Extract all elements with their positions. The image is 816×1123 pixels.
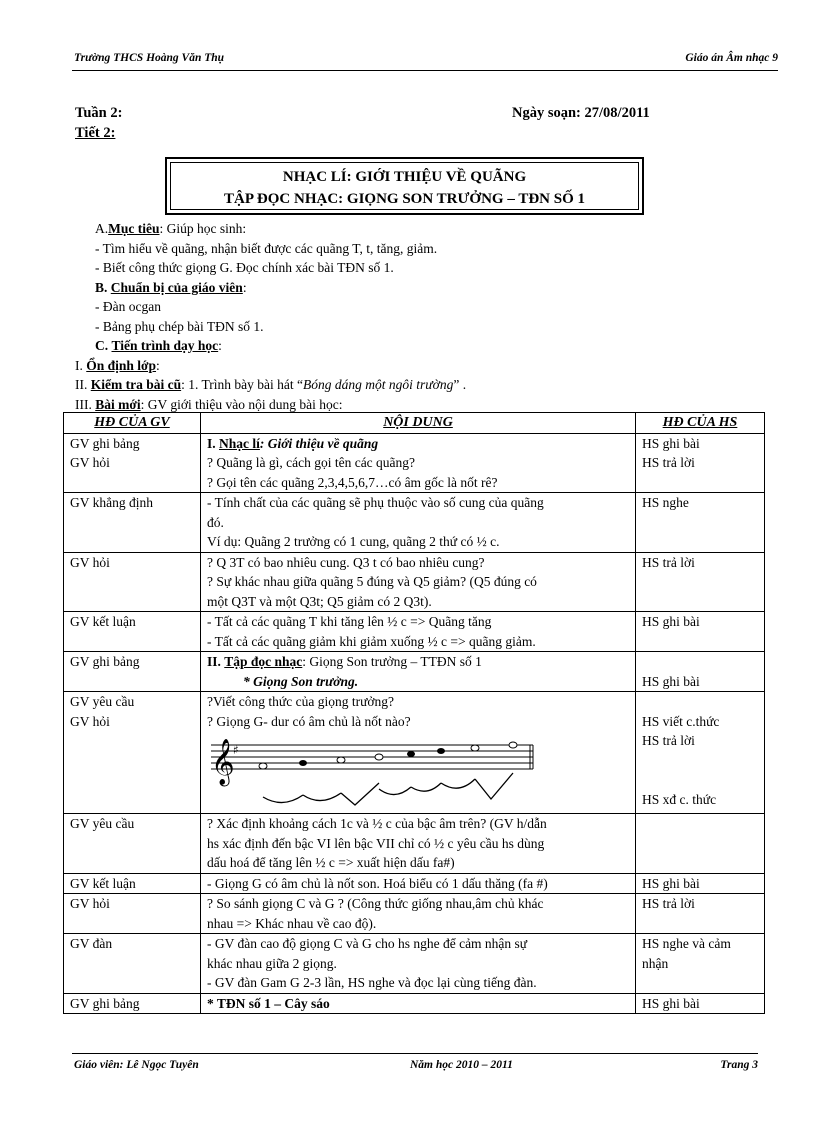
- preparation-heading: B. Chuẩn bị của giáo viên:: [95, 279, 247, 295]
- preparation-item: - Bảng phụ chép bài TĐN số 1.: [95, 318, 264, 334]
- table-header-row: [64, 413, 765, 434]
- procedure-heading: C. Tiến trình dạy học:: [95, 338, 222, 353]
- teacher-name: Giáo viên: Lê Ngọc Tuyên: [74, 1059, 199, 1071]
- date-label: Ngày soạn: 27/08/2011: [512, 105, 650, 121]
- header-student-activity: HĐ CỦA HS: [636, 413, 765, 434]
- sharp-icon: ♯: [233, 743, 239, 757]
- table-row: GV ghi bảng GV hỏi I. Nhạc lí: Giới thiệu về quãng ? Quãng là gì, cách gọi tên các quãng? ? Gọi tên các quãng 2,3,4,5,6,7…có âm gốc là nốt rê? HS ghi bài HS trả lời: [64, 433, 765, 493]
- table-row: GV hỏi ? So sánh giọng C và G ? (Công thức giống nhau,âm chủ khác nhau => Khác nhau về cao độ). HS trả lời: [64, 894, 765, 934]
- lesson-title-line2: TẬP ĐỌC NHẠC: GIỌNG SON TRƯỞNG – TĐN SỐ 1: [223, 191, 585, 207]
- school-year: Năm học 2010 – 2011: [410, 1059, 513, 1071]
- lesson-title-line1: NHẠC LÍ: GIỚI THIỆU VỀ QUÃNG: [282, 169, 527, 185]
- g-major-scale-staff: [207, 737, 537, 809]
- header-content: NỘI DUNG: [201, 413, 636, 434]
- objective-item: - Tìm hiểu về quãng, nhận biết được các quãng T, t, tăng, giảm.: [95, 240, 438, 256]
- table-row: GV khẳng định - Tính chất của các quãng sẽ phụ thuộc vào số cung của quãng đó. Ví dụ: Quãng 2 trưởng có 1 cung, quãng 2 thứ có ½ c. HS nghe: [64, 493, 765, 553]
- treble-clef-icon: 𝄞: [211, 739, 235, 785]
- period-label: Tiết 2:: [75, 125, 116, 141]
- objectives-heading: A.Mục tiêu: Giúp học sinh:: [95, 221, 247, 236]
- step-one: I. Ổn định lớp:: [75, 357, 160, 373]
- page-header: [72, 52, 778, 71]
- preparation-item: - Đàn ocgan: [95, 299, 161, 314]
- table-row: GV yêu cầu GV hỏi ?Viết công thức của giọng trưởng? ? Giọng G- dur có âm chủ là nốt nào? 𝄞 ♯ HS viết c.thức HS trả lời HS xđ c. thức: [64, 692, 765, 814]
- school-name: Trường THCS Hoàng Văn Thụ: [74, 52, 225, 64]
- lesson-intro: [75, 219, 755, 414]
- table-row: GV hỏi ? Q 3T có bao nhiêu cung. Q3 t có bao nhiêu cung? ? Sự khác nhau giữa quãng 5 đúng và Q5 giảm? (Q5 đúng có một Q3T và một Q3t; Q5 giảm có 2 Q3t). HS trả lời: [64, 552, 765, 612]
- header-teacher-activity: HĐ CỦA GV: [64, 413, 201, 434]
- table-row: GV đàn - GV đàn cao độ giọng C và G cho hs nghe để cảm nhận sự khác nhau giữa 2 giọng. - GV đàn Gam G 2-3 lần, HS nghe và đọc lại cùng tiếng đàn. HS nghe và cảm nhận: [64, 934, 765, 994]
- week-label: Tuần 2:: [75, 105, 123, 121]
- page-number: Trang 3: [720, 1059, 758, 1071]
- step-two: II. Kiểm tra bài cũ: 1. Trình bày bài hát “Bóng dáng một ngôi trường” .: [75, 377, 467, 392]
- table-row: GV yêu cầu ? Xác định khoảng cách 1c và ½ c của bậc âm trên? (GV h/dẫn hs xác định đến bậc VI lên bậc VII chỉ có ½ c yêu cầu hs dùng dấu hoá để tăng lên ½ c => xuất hiện dấu fa#): [64, 814, 765, 874]
- table-row: GV kết luận - Giọng G có âm chủ là nốt son. Hoá biểu có 1 dấu thăng (fa #) HS ghi bài: [64, 873, 765, 894]
- subject-name: Giáo án Âm nhạc 9: [685, 52, 778, 64]
- table-row: GV kết luận - Tất cả các quãng T khi tăng lên ½ c => Quãng tăng - Tất cả các quãng giảm khi giảm xuống ½ c => quãng giảm. HS ghi bài: [64, 612, 765, 652]
- table-row: GV ghi bảng II. Tập đọc nhạc: Giọng Son trưởng – TTĐN số 1 * Giọng Son trưởng. HS ghi bài: [64, 652, 765, 692]
- objective-item: - Biết công thức giọng G. Đọc chính xác bài TĐN số 1.: [95, 260, 394, 275]
- lesson-table: [63, 412, 765, 1014]
- step-three: III. Bài mới: GV giới thiệu vào nội dung bài học:: [75, 396, 343, 412]
- lesson-title-box: [165, 157, 644, 215]
- page-footer: [72, 1053, 758, 1074]
- table-row: GV ghi bảng * TĐN số 1 – Cây sáo HS ghi bài: [64, 993, 765, 1014]
